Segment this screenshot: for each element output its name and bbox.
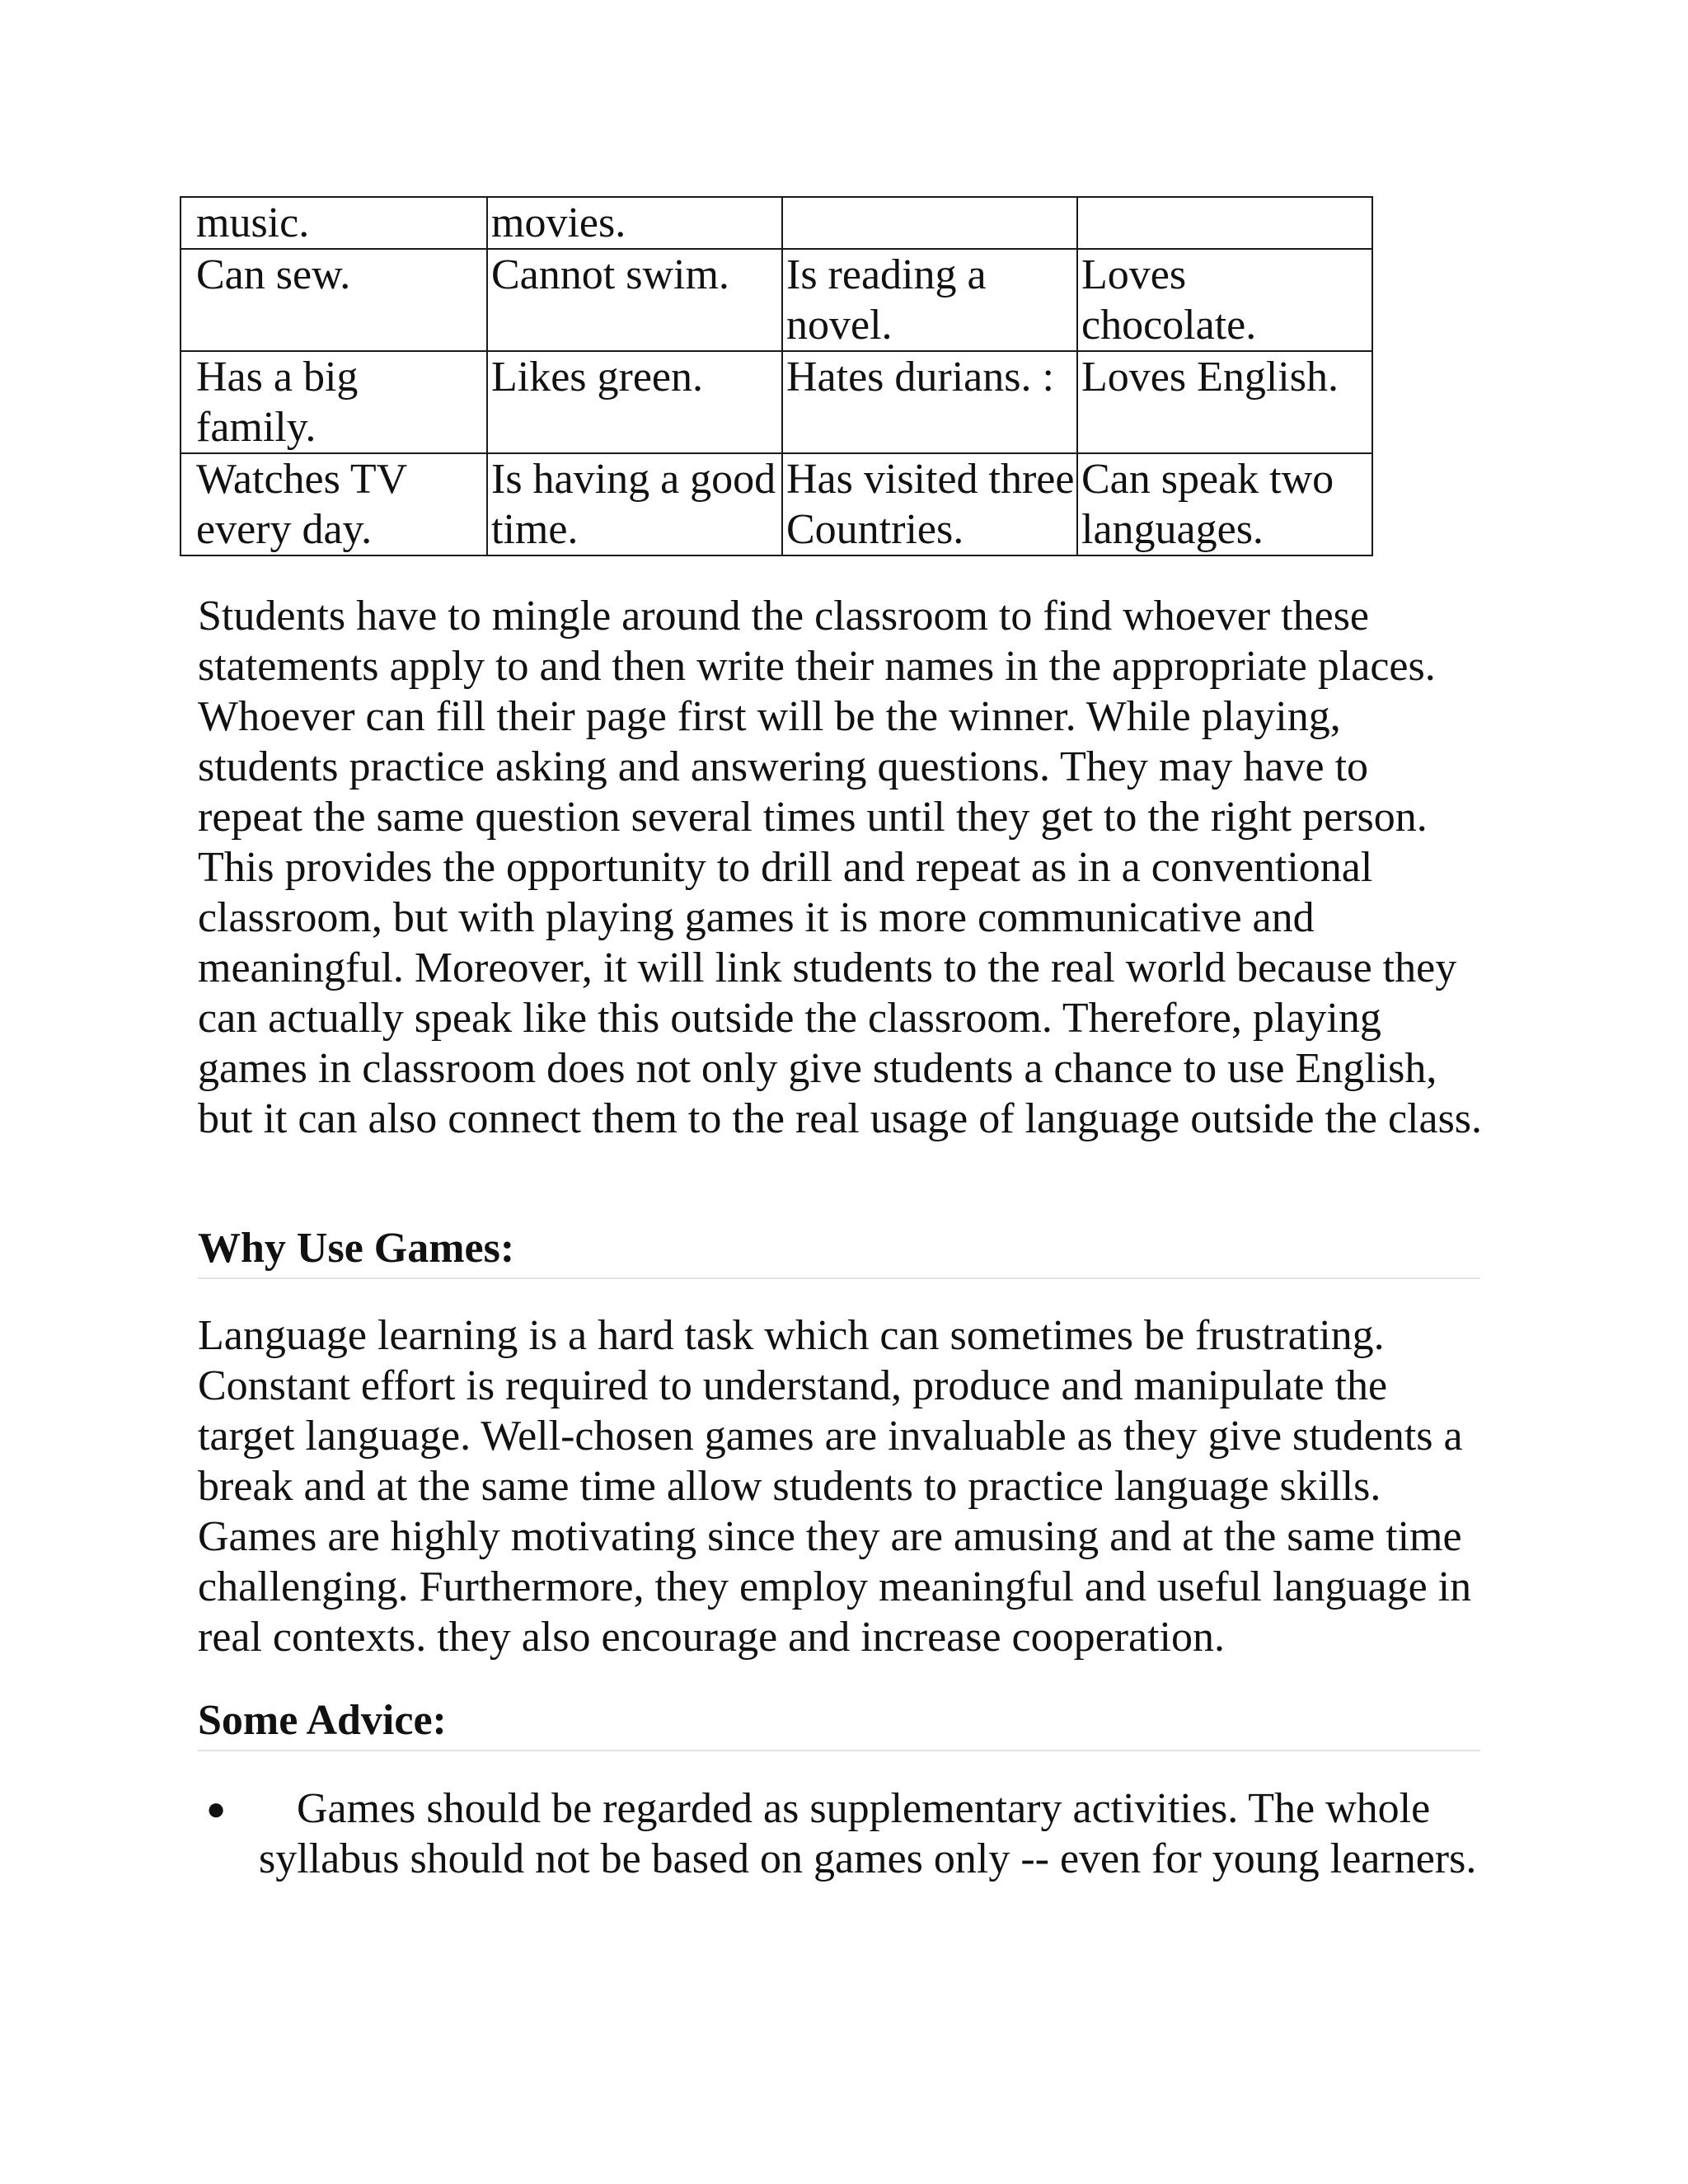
table-cell: Hates durians. :: [782, 351, 1077, 453]
table-cell: Can sew.: [181, 249, 487, 351]
table-cell: Is having a good time.: [487, 453, 782, 555]
table-cell: Watches TV every day.: [181, 453, 487, 555]
table-cell: Has visited three Countries.: [782, 453, 1077, 555]
table-row: [181, 453, 1372, 555]
table-cell: [1077, 197, 1372, 249]
table-cell: Is reading a novel.: [782, 249, 1077, 351]
table-cell: Loves English.: [1077, 351, 1372, 453]
advice-list: [198, 1783, 1484, 1884]
table-row: [181, 197, 1372, 249]
some-advice-heading: Some Advice:: [198, 1695, 1480, 1751]
find-someone-who-table: [180, 196, 1373, 556]
table-cell: Can speak two languages.: [1077, 453, 1372, 555]
intro-paragraph: Students have to mingle around the classroom to find whoever these statements apply to and then write their names in the appropriate places. Whoever can fill their page first will be the winner. While playing, students practice asking and answering questions. They may have to repeat the same question several times until they get to the right person. This provides the opportunity to drill and repeat as in a conventional classroom, but with playing games it is more communicative and meaningful. Moreover, it will link students to the real world because they can actually speak like this outside the classroom. Therefore, playing games in classroom does not only give students a chance to use English, but it can also connect them to the real usage of language outside the class.: [198, 593, 1483, 1142]
table-row: [181, 249, 1372, 351]
why-use-games-paragraph: Language learning is a hard task which can sometimes be frustrating. Constant effort is required to understand, produce and manipulate the target language. Well-chosen games are invaluable as they give students a break and at the same time allow students to practice language skills. Games are highly motivating since they are amusing and at the same time challenging. Furthermore, they employ meaningful and useful language in real contexts. they also encourage and increase cooperation.: [198, 1312, 1472, 1661]
list-item-text: Games should be regarded as supplementary activities. The whole syllabus should not be based on games only -- even for young learners.: [259, 1785, 1477, 1882]
table-cell: [782, 197, 1077, 249]
table-cell: movies.: [487, 197, 782, 249]
table-cell: music.: [181, 197, 487, 249]
table-cell: Has a big family.: [181, 351, 487, 453]
why-use-games-heading: Why Use Games:: [198, 1223, 1480, 1279]
list-item: [198, 1783, 1484, 1884]
bullet-icon: ●: [206, 1790, 227, 1827]
table-cell: Loves chocolate.: [1077, 249, 1372, 351]
table-row: [181, 351, 1372, 453]
table-cell: Cannot swim.: [487, 249, 782, 351]
table-cell: Likes green.: [487, 351, 782, 453]
